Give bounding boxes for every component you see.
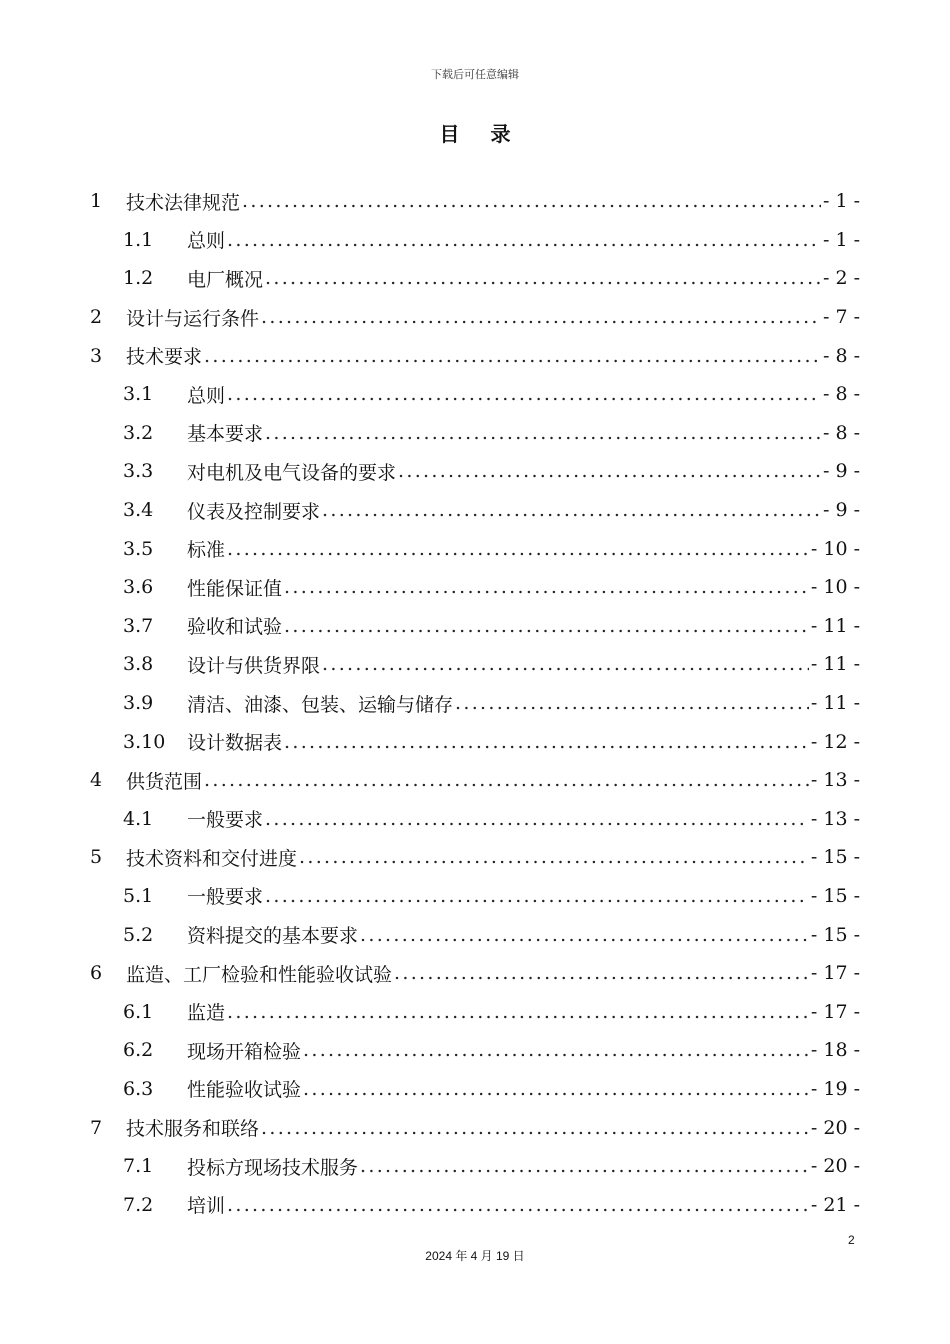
toc-entry-title: 性能验收试验 — [187, 1079, 302, 1102]
toc-dot-leader — [360, 1155, 809, 1177]
toc-dot-leader — [284, 615, 809, 637]
toc-dot-leader — [398, 460, 821, 482]
toc-entry[interactable] — [90, 336, 860, 375]
toc-dot-leader — [322, 499, 821, 521]
toc-entry-page: - 13 - — [810, 807, 860, 830]
toc-entry-page: - 15 - — [810, 846, 860, 869]
toc-dot-leader — [303, 1039, 809, 1061]
toc-entry-number: 3.6 — [123, 576, 154, 599]
toc-entry-page: - 8 - — [822, 421, 860, 444]
toc-entry-number: 3.4 — [123, 499, 154, 522]
toc-entry-title: 总则 — [187, 384, 226, 407]
toc-entry-number: 4 — [90, 769, 103, 792]
toc-entry-number: 6.1 — [123, 1000, 154, 1023]
toc-entry[interactable] — [90, 877, 860, 916]
toc-entry-page: - 20 - — [810, 1155, 860, 1178]
toc-dot-leader — [322, 653, 809, 675]
toc-entry-title: 监造 — [187, 1002, 226, 1025]
toc-dot-leader — [261, 1117, 809, 1139]
toc-entry-page: - 10 - — [810, 537, 860, 560]
toc-dot-leader — [227, 1194, 809, 1216]
toc-entry-title: 设计与供货界限 — [187, 654, 321, 677]
toc-dot-leader — [299, 846, 809, 868]
toc-entry-page: - 1 - — [822, 190, 860, 213]
toc-entry-number: 1.2 — [123, 267, 154, 290]
toc-entry[interactable] — [90, 259, 860, 298]
toc-dot-leader — [204, 345, 821, 367]
toc-entry-page: - 9 - — [822, 460, 860, 483]
toc-entry-number: 3 — [90, 344, 103, 367]
toc-entry-title: 清洁、油漆、包装、运输与储存 — [187, 693, 454, 716]
toc-entry-number: 3.9 — [123, 692, 154, 715]
toc-entry-page: - 15 - — [810, 923, 860, 946]
toc-entry[interactable] — [90, 1185, 860, 1224]
toc-entry-number: 7 — [90, 1116, 103, 1139]
toc-entry-number: 4.1 — [123, 807, 154, 830]
toc-entry-number: 6.2 — [123, 1039, 154, 1062]
toc-entry-title: 基本要求 — [187, 423, 264, 446]
toc-entry-title: 资料提交的基本要求 — [187, 925, 359, 948]
page-header: 下载后可任意编辑 — [431, 68, 519, 81]
toc-dot-leader — [261, 306, 821, 328]
toc-entry-title: 一般要求 — [187, 886, 264, 909]
toc-entry-title: 技术资料和交付进度 — [126, 847, 298, 870]
toc-entry[interactable] — [90, 298, 860, 337]
toc-entry-number: 6 — [90, 962, 103, 985]
toc-dot-leader — [455, 692, 809, 714]
toc-entry-page: - 17 - — [810, 1000, 860, 1023]
toc-dot-leader — [227, 538, 809, 560]
toc-entry[interactable] — [90, 1031, 860, 1070]
toc-entry[interactable] — [90, 491, 860, 530]
toc-dot-leader — [303, 1078, 809, 1100]
toc-entry[interactable] — [90, 607, 860, 646]
toc-entry[interactable] — [90, 1147, 860, 1186]
toc-entry-title: 一般要求 — [187, 809, 264, 832]
toc-entry-page: - 21 - — [810, 1193, 860, 1216]
toc-dot-leader — [394, 962, 809, 984]
toc-entry[interactable] — [90, 529, 860, 568]
toc-entry-number: 3.10 — [123, 730, 166, 753]
toc-entry-number: 3.8 — [123, 653, 154, 676]
toc-entry-number: 2 — [90, 306, 103, 329]
toc-dot-leader — [284, 731, 809, 753]
page-footer-date: 2024 年 4 月 19 日 — [425, 1249, 525, 1263]
toc-entry-page: - 19 - — [810, 1077, 860, 1100]
toc-entry[interactable] — [90, 1070, 860, 1109]
toc-entry-title: 电厂概况 — [187, 268, 264, 291]
toc-dot-leader — [242, 190, 821, 212]
toc-entry-number: 3.7 — [123, 614, 154, 637]
toc-entry[interactable] — [90, 452, 860, 491]
toc-entry[interactable] — [90, 915, 860, 954]
toc-entry-number: 5.1 — [123, 884, 154, 907]
toc-entry[interactable] — [90, 722, 860, 761]
toc-entry-page: - 18 - — [810, 1039, 860, 1062]
toc-entry-title: 技术服务和联络 — [126, 1118, 260, 1141]
toc-entry-number: 3.2 — [123, 421, 154, 444]
toc-entry-title: 监造、工厂检验和性能验收试验 — [126, 963, 393, 986]
toc-entry-title: 现场开箱检验 — [187, 1040, 302, 1063]
toc-entry-page: - 17 - — [810, 962, 860, 985]
toc-dot-leader — [265, 267, 821, 289]
toc-entry[interactable] — [90, 838, 860, 877]
toc-entry[interactable] — [90, 1108, 860, 1147]
toc-entry[interactable] — [90, 568, 860, 607]
toc-entry[interactable] — [90, 684, 860, 723]
toc-entry-number: 1.1 — [123, 228, 154, 251]
toc-entry[interactable] — [90, 182, 860, 221]
toc-entry-page: - 15 - — [810, 884, 860, 907]
toc-entry-page: - 12 - — [810, 730, 860, 753]
toc-entry-number: 7.2 — [123, 1193, 154, 1216]
toc-entry-title: 性能保证值 — [187, 577, 283, 600]
toc-entry-title: 技术要求 — [126, 346, 203, 369]
toc-dot-leader — [284, 576, 809, 598]
toc-entry-title: 技术法律规范 — [126, 191, 241, 214]
table-of-contents — [90, 182, 860, 1224]
toc-entry[interactable] — [90, 761, 860, 800]
toc-entry-page: - 1 - — [822, 228, 860, 251]
toc-entry-number: 5 — [90, 846, 103, 869]
toc-entry-title: 对电机及电气设备的要求 — [187, 461, 397, 484]
toc-entry-page: - 10 - — [810, 576, 860, 599]
toc-entry-number: 1 — [90, 190, 103, 213]
toc-entry[interactable] — [90, 992, 860, 1031]
toc-dot-leader — [227, 1001, 809, 1023]
toc-entry-number: 5.2 — [123, 923, 154, 946]
toc-dot-leader — [360, 924, 809, 946]
toc-entry-number: 3.5 — [123, 537, 154, 560]
toc-entry-number: 6.3 — [123, 1077, 154, 1100]
toc-dot-leader — [265, 422, 821, 444]
toc-entry-number: 3.1 — [123, 383, 154, 406]
toc-entry-title: 供货范围 — [126, 770, 203, 793]
toc-entry-page: - 11 - — [810, 614, 860, 637]
toc-entry[interactable] — [90, 221, 860, 260]
toc-entry-title: 设计数据表 — [187, 732, 283, 755]
toc-entry-number: 7.1 — [123, 1155, 154, 1178]
toc-dot-leader — [227, 229, 821, 251]
toc-entry[interactable] — [90, 800, 860, 839]
toc-entry[interactable] — [90, 954, 860, 993]
toc-dot-leader — [265, 885, 809, 907]
toc-entry-title: 总则 — [187, 230, 226, 253]
toc-entry-title: 投标方现场技术服务 — [187, 1156, 359, 1179]
toc-entry[interactable] — [90, 375, 860, 414]
toc-entry-page: - 2 - — [822, 267, 860, 290]
toc-entry-page: - 8 - — [822, 383, 860, 406]
toc-dot-leader — [227, 383, 821, 405]
toc-dot-leader — [265, 808, 809, 830]
toc-entry-title: 设计与运行条件 — [126, 307, 260, 330]
toc-entry[interactable] — [90, 414, 860, 453]
toc-entry-page: - 8 - — [822, 344, 860, 367]
toc-dot-leader — [204, 769, 809, 791]
toc-entry-page: - 9 - — [822, 499, 860, 522]
toc-entry-title: 标准 — [187, 539, 226, 562]
toc-entry-title: 验收和试验 — [187, 616, 283, 639]
page-number: 2 — [848, 1233, 855, 1247]
toc-entry-page: - 13 - — [810, 769, 860, 792]
toc-entry[interactable] — [90, 645, 860, 684]
page-title: 目 录 — [439, 122, 523, 146]
toc-entry-page: - 11 - — [810, 692, 860, 715]
toc-entry-number: 3.3 — [123, 460, 154, 483]
toc-entry-title: 培训 — [187, 1195, 226, 1218]
toc-entry-title: 仪表及控制要求 — [187, 500, 321, 523]
toc-entry-page: - 20 - — [810, 1116, 860, 1139]
toc-entry-page: - 11 - — [810, 653, 860, 676]
toc-entry-page: - 7 - — [822, 306, 860, 329]
